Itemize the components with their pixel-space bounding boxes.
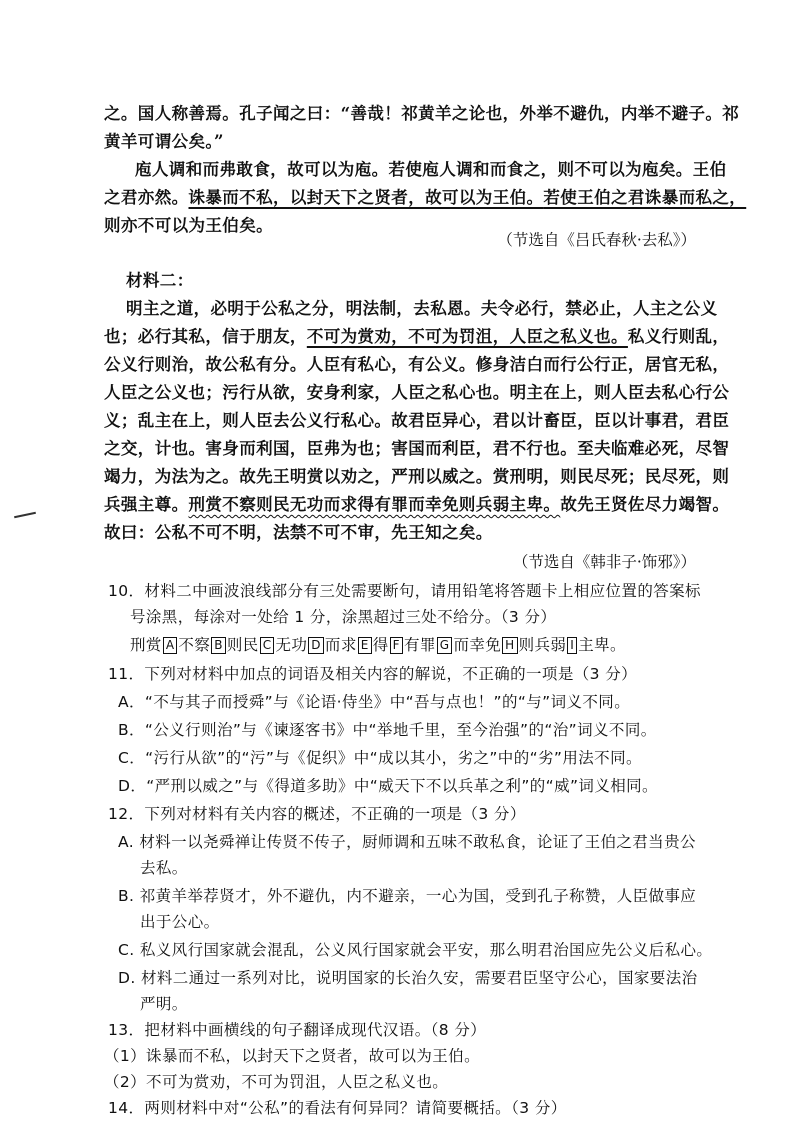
q10-box-d[interactable]: D — [308, 637, 324, 654]
q12-option-b[interactable]: B. 祁黄羊举荐贤才，外不避仇，内不避亲，一心为国，受到孔子称赞，人臣做事应 — [118, 887, 697, 905]
q10-box-g[interactable]: G — [437, 637, 453, 654]
plain-text: 私义行则乱， — [627, 327, 730, 346]
q12-option-d[interactable]: D. 材料二通过一系列对比，说明国家的长治久安，需要君臣坚守公心，国家要法治 — [118, 969, 698, 987]
q10-box-e[interactable]: E — [358, 637, 372, 654]
q10-stem: 10．材料二中画波浪线部分有三处需要断句，请用铅笔将答题卡上相应位置的答案标 — [108, 582, 701, 600]
material2-line: 明主之道，必明于公私之分，明法制，去私恩。夫令必行，禁必止，人主之公义 — [126, 299, 718, 318]
q11-option-b[interactable]: B．“公义行则治”与《谏逐客书》中“举地千里，至今治强”的“治”词义不同。 — [118, 721, 657, 739]
material2-line: 人臣之公义也；污行从欲，安身利家，人臣之私心也。明主在上，则人臣去私心行公 — [104, 383, 730, 402]
wavy-underlined-sentence: 刑赏不察则民无功而求得有罪而幸免则兵弱主卑。 — [188, 495, 561, 514]
q10-box-i[interactable]: I — [567, 637, 577, 654]
q12-option-c[interactable]: C. 私义风行国家就会混乱，公义风行国家就会平安，那么明君治国应先公义后私心。 — [118, 941, 713, 959]
q10-box-a[interactable]: A — [163, 637, 178, 654]
margin-mark — [14, 512, 36, 519]
q14-stem: 14．两则材料中对“公私”的看法有何异同？请简要概括。（3 分） — [108, 1099, 567, 1117]
material2-line — [104, 326, 729, 348]
material2-line — [104, 494, 729, 516]
plain-text: 兵强主尊。 — [104, 495, 189, 514]
q13-sentence-2: （2）不可为赏劝，不可为罚沮，人臣之私义也。 — [104, 1073, 449, 1091]
q10-box-b[interactable]: B — [211, 637, 226, 654]
underlined-text: 若使王伯之君诛暴而私之， — [543, 188, 747, 207]
q10-seg: 而幸免 — [453, 636, 502, 654]
q11-option-c[interactable]: C．“污行从欲”的“污”与《促织》中“成以其小，劣之”中的“劣”用法不同。 — [118, 749, 642, 767]
q10-box-h[interactable]: H — [502, 637, 517, 654]
material1-line: 则亦不可以为王伯矣。 — [104, 216, 273, 235]
q10-box-f[interactable]: F — [390, 637, 403, 654]
q10-seg: 不察 — [178, 636, 211, 654]
material2-line: 之交，计也。害身而利国，臣弗为也；害国而利臣，君不行也。至夫临难必死，尽智 — [104, 439, 730, 458]
q12-stem: 12．下列对材料有关内容的概述，不正确的一项是（3 分） — [108, 805, 526, 823]
q13-sentence-1: （1）诛暴而不私，以封天下之贤者，故可以为王伯。 — [104, 1047, 480, 1065]
q12-option-a[interactable]: A. 材料一以尧舜禅让传贤不传子，厨师调和五味不敢私食，论证了王伯之君当贵公 — [118, 833, 696, 851]
q10-seg: 有罪 — [403, 636, 436, 654]
material1-line: 之。国人称善焉。孔子闻之曰：“善哉！祁黄羊之论也，外举不避仇，内举不避子。祁 — [104, 104, 740, 123]
q10-seg: 则兵弱 — [518, 636, 567, 654]
material2-line: 竭力，为法为之。故先王明赏以劝之，严刑以威之。赏刑明，则民尽死；民尽死，则 — [104, 467, 730, 486]
q11-stem: 11．下列对材料中加点的词语及相关内容的解说，不正确的一项是（3 分） — [108, 665, 638, 683]
source-citation: （节选自《吕氏春秋·去私》） — [497, 231, 696, 249]
material1-line: 黄羊可谓公矣。” — [104, 132, 224, 151]
q10-seg: 得 — [372, 636, 389, 654]
material2-line: 故曰：公私不可不明，法禁不可不审，先王知之矣。 — [104, 523, 493, 542]
q12-option-a-cont: 去私。 — [140, 859, 188, 877]
material2-line: 义；乱主在上，则人臣去公义行私心。故君臣异心，君以计畜臣，臣以计事君，君臣 — [104, 411, 730, 430]
q11-option-d[interactable]: D．“严刑以威之”与《得道多助》中“威天下不以兵革之利”的“威”词义相同。 — [118, 777, 658, 795]
q11-option-a[interactable]: A．“不与其子而授舜”与《论语·侍坐》中“吾与点也！”的“与”词义不同。 — [118, 693, 631, 711]
q10-seg: 主卑。 — [578, 636, 626, 654]
q13-stem: 13．把材料中画横线的句子翻译成现代汉语。（8 分） — [108, 1021, 487, 1039]
q10-stem: 号涂黑，每涂对一处给 1 分，涂黑超过三处不给分。（3 分） — [130, 608, 557, 626]
q10-seg: 而求 — [324, 636, 357, 654]
q10-box-c[interactable]: C — [260, 637, 275, 654]
material1-line — [104, 187, 746, 209]
plain-text: 也；必行其私，信于朋友， — [104, 327, 307, 346]
plain-text: 之君亦然。 — [104, 188, 189, 207]
q10-options — [130, 634, 626, 656]
underlined-sentence-1: 诛暴而不私，以封天下之贤者，故可以为王伯。 — [188, 188, 544, 207]
q12-option-b-cont: 出于公心。 — [140, 913, 220, 931]
plain-text: 故先王贤佐尽力竭智。 — [560, 495, 730, 514]
q10-seg: 则民 — [226, 636, 259, 654]
material2-line: 公义行则治，故公私有分。人臣有私心，有公义。修身洁白而行公行正，居官无私， — [104, 355, 730, 374]
q12-option-d-cont: 严明。 — [140, 995, 188, 1013]
material1-line: 庖人调和而弗敢食，故可以为庖。若使庖人调和而食之，则不可以为庖矣。王伯 — [135, 160, 727, 179]
underlined-sentence-2: 不可为赏劝，不可为罚沮，人臣之私义也。 — [306, 327, 628, 346]
q10-seg: 无功 — [275, 636, 308, 654]
source-citation: （节选自《韩非子·饰邪》） — [512, 553, 696, 571]
material2-heading: 材料二： — [126, 271, 194, 290]
q10-seg: 刑赏 — [130, 636, 162, 654]
